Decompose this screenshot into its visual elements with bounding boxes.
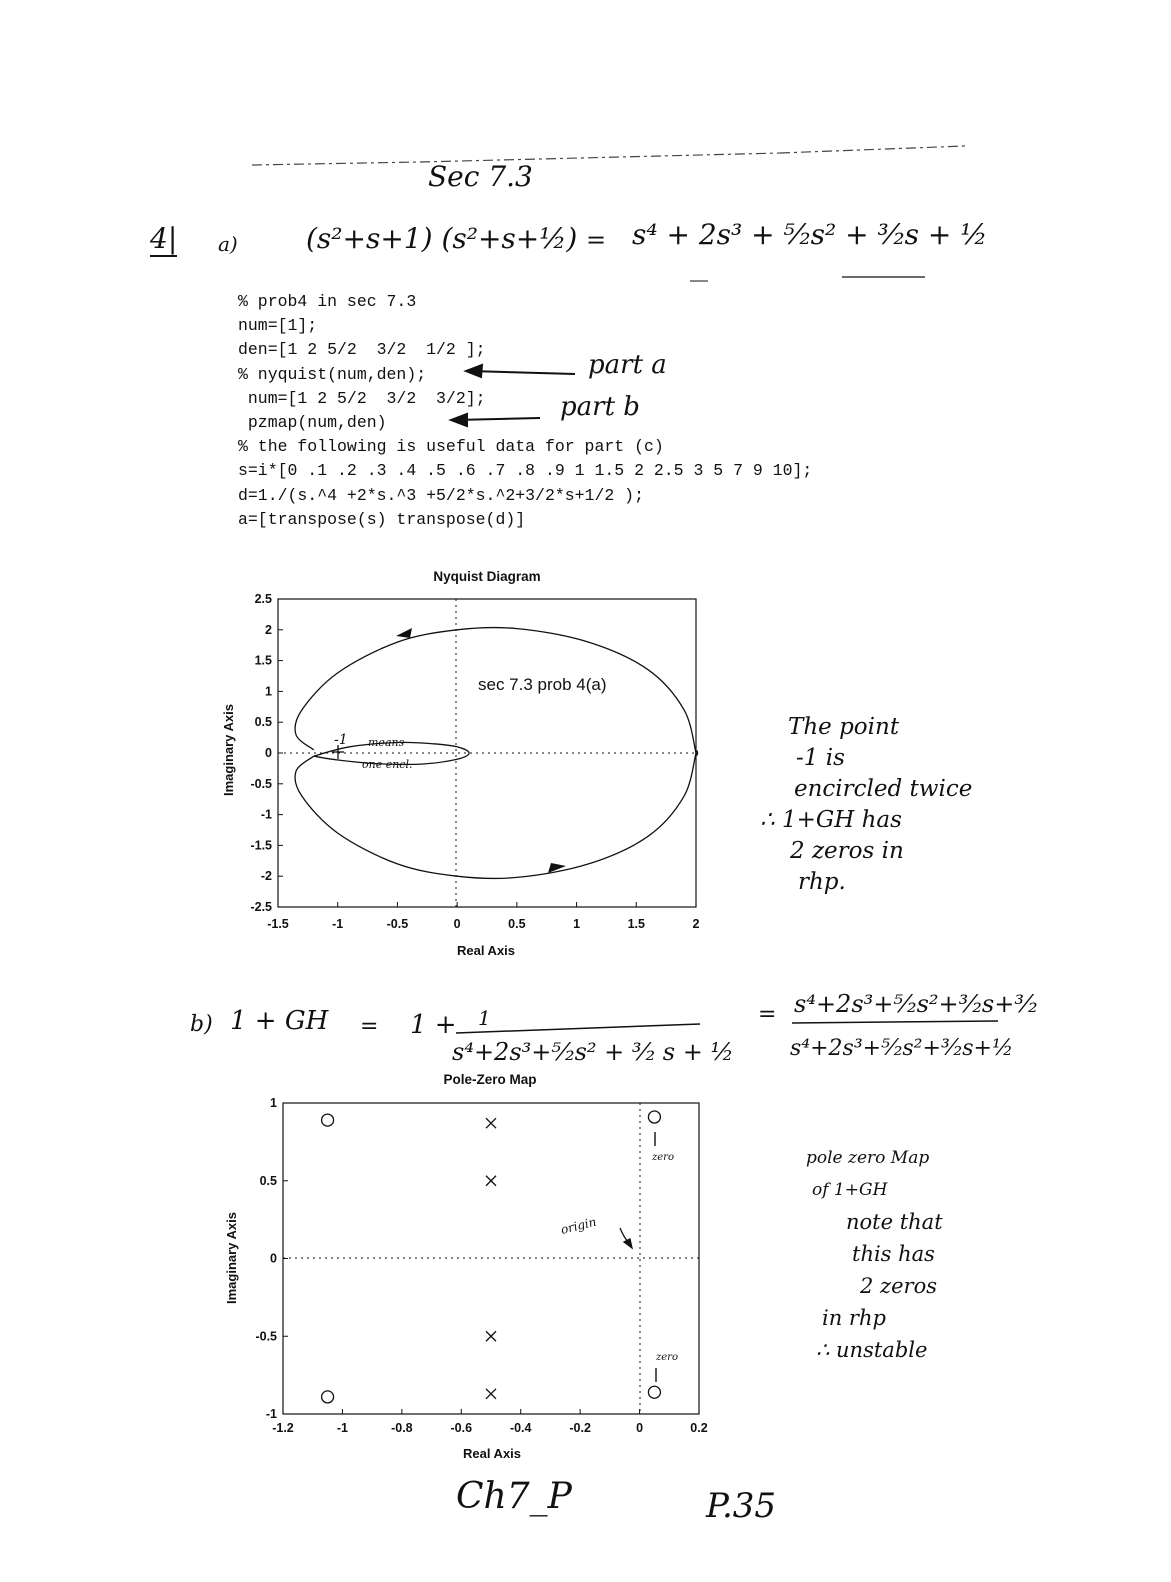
pzmap-x-ticks [272, 1409, 708, 1435]
fraction-numerator: 1 [478, 1006, 491, 1030]
pzmap-x-tick-label: -1.2 [272, 1421, 294, 1435]
pzmap-x-tick-label: -0.2 [569, 1421, 591, 1435]
nyquist-x-tick-label: 0.5 [508, 917, 526, 931]
minus-one-label: -1 [334, 732, 348, 748]
pzmap-y-tick-label: 0 [270, 1251, 277, 1266]
pzmap-x-tick-label: -0.6 [450, 1421, 473, 1435]
equation-lhs: (s²+s+1) (s²+s+½) [306, 222, 578, 255]
origin-note: origin [559, 1214, 598, 1237]
code-line: d=1./(s.^4 +2*s.^3 +5/2*s.^2+3/2*s+1/2 ); [238, 485, 644, 505]
code-line: pzmap(num,den) [238, 413, 387, 433]
pzmap-title: Pole-Zero Map [443, 1072, 537, 1087]
side-note-line: ∴ 1+GH has [760, 807, 902, 833]
pzmap-markers [322, 1111, 661, 1403]
equation-rhs: s⁴ + 2s³ + ⁵⁄₂s² + ³⁄₂s + ½ [632, 218, 988, 251]
pzmap-frame [283, 1103, 699, 1414]
part-b-label: b) [190, 1012, 213, 1037]
nyquist-x-tick-label: 1.5 [627, 917, 645, 931]
zero-marker [322, 1391, 334, 1403]
code-line: % the following is useful data for part (c) [238, 437, 664, 457]
code-line: % nyquist(num,den); [238, 364, 427, 384]
side-note-line: in rhp [822, 1306, 886, 1330]
nyquist-y-tick-label: -1 [260, 807, 272, 822]
nyquist-x-tick-label: -1.5 [267, 917, 289, 931]
nyquist-annotation: sec 7.3 prob 4(a) [478, 675, 607, 694]
part-b-equals-1: = [360, 1014, 379, 1039]
nyquist-x-label: Real Axis [456, 943, 516, 958]
side-note-line: encircled twice [794, 776, 973, 802]
pole-marker [486, 1331, 496, 1341]
nyquist-y-label: Imaginary Axis [221, 703, 236, 797]
part-b-lhs: 1 + GH [230, 1006, 329, 1036]
side-note-line: pole zero Map [806, 1148, 930, 1168]
nyquist-x-tick-label: -1 [332, 917, 344, 931]
nyquist-y-tick-label: 2 [265, 622, 272, 637]
pzmap-y-label: Imaginary Axis [224, 1211, 239, 1305]
zero-note-bottom: zero [656, 1352, 678, 1363]
side-note-line: The point [788, 714, 900, 740]
part-b-equals-2: = [758, 1002, 777, 1027]
part-a-label: a) [218, 232, 238, 256]
part-b-note: part b [560, 392, 640, 422]
nyquist-y-tick-label: 1 [265, 684, 272, 699]
side-note-line: 2 zeros in [790, 838, 904, 864]
section-heading: Sec 7.3 [428, 160, 533, 193]
zero-note-top: zero [652, 1152, 674, 1163]
nyquist-y-tick-label: 0 [265, 746, 272, 760]
footer-left: Ch7_P [456, 1476, 572, 1517]
code-line: a=[transpose(s) transpose(d)] [238, 509, 526, 529]
zero-marker [648, 1111, 660, 1123]
side-note-line: ∴ unstable [816, 1338, 928, 1362]
pzmap-x-tick-label: -0.8 [391, 1421, 413, 1435]
pzmap-x-tick-label: -0.4 [509, 1421, 532, 1435]
pzmap-x-label: Real Axis [462, 1446, 522, 1461]
side-note-line: 2 zeros [860, 1274, 937, 1298]
nyquist-y-tick-label: -1.5 [250, 838, 272, 853]
code-line: num=[1]; [238, 316, 318, 336]
pzmap-y-tick-label: 0.5 [259, 1173, 277, 1188]
nyquist-x-tick-label: 1 [573, 917, 581, 931]
origin-arrow [620, 1228, 632, 1248]
inner-loop-note-1: means [368, 736, 405, 749]
code-line: den=[1 2 5/2 3/2 1/2 ]; [238, 340, 486, 360]
nyquist-y-tick-label: 2.5 [254, 592, 272, 606]
nyquist-y-tick-label: -2.5 [250, 900, 272, 914]
nyquist-x-tick-label: 2 [692, 917, 700, 931]
problem-number: 4| [150, 222, 178, 255]
code-line: % prob4 in sec 7.3 [238, 292, 417, 311]
pzmap-y-tick-label: -0.5 [255, 1329, 277, 1344]
nyquist-y-tick-label: -2 [260, 869, 272, 884]
equation-equals: = [586, 226, 607, 254]
fraction-denominator: s⁴+2s³+⁵⁄₂s² + ³⁄₂ s + ½ [452, 1038, 734, 1066]
part-a-note: part a [588, 350, 667, 380]
zero-marker [322, 1114, 334, 1126]
side-note-line: -1 is [796, 745, 845, 771]
result-denominator: s⁴+2s³+⁵⁄₂s²+³⁄₂s+½ [790, 1036, 1014, 1061]
pole-marker [486, 1118, 496, 1128]
nyquist-title: Nyquist Diagram [433, 569, 541, 584]
inner-loop-note-2: one encl. [362, 758, 413, 771]
side-note-line: of 1+GH [812, 1180, 888, 1200]
side-note-line: this has [852, 1242, 935, 1266]
code-line: num=[1 2 5/2 3/2 3/2]; [238, 388, 486, 408]
nyquist-y-tick-label: 1.5 [254, 653, 272, 668]
pzmap-y-tick-label: 1 [270, 1096, 277, 1110]
nyquist-x-tick-label: -0.5 [386, 917, 409, 931]
side-note-line: note that [846, 1210, 943, 1234]
pole-marker [486, 1176, 496, 1186]
nyquist-y-tick-label: 0.5 [254, 715, 272, 730]
pzmap-x-tick-label: 0.2 [690, 1421, 708, 1435]
pzmap-x-tick-label: -1 [336, 1421, 348, 1435]
pzmap-x-tick-label: 0 [636, 1421, 644, 1435]
result-numerator: s⁴+2s³+⁵⁄₂s²+³⁄₂s+³⁄₂ [794, 990, 1038, 1018]
part-b-one-plus: 1 + [410, 1010, 457, 1040]
nyquist-x-tick-label: 0 [453, 917, 461, 931]
nyquist-y-tick-label: -0.5 [250, 776, 272, 791]
zero-marker [648, 1386, 660, 1398]
pole-marker [486, 1389, 496, 1399]
pzmap-y-tick-label: -1 [265, 1407, 277, 1421]
pzmap-side-note [806, 1142, 943, 1366]
side-note-line: rhp. [798, 869, 846, 895]
code-line: s=i*[0 .1 .2 .3 .4 .5 .6 .7 .8 .9 1 1.5 2 2.5 3 5 7 9 10]; [238, 461, 813, 481]
footer-right: P.35 [706, 1486, 777, 1526]
